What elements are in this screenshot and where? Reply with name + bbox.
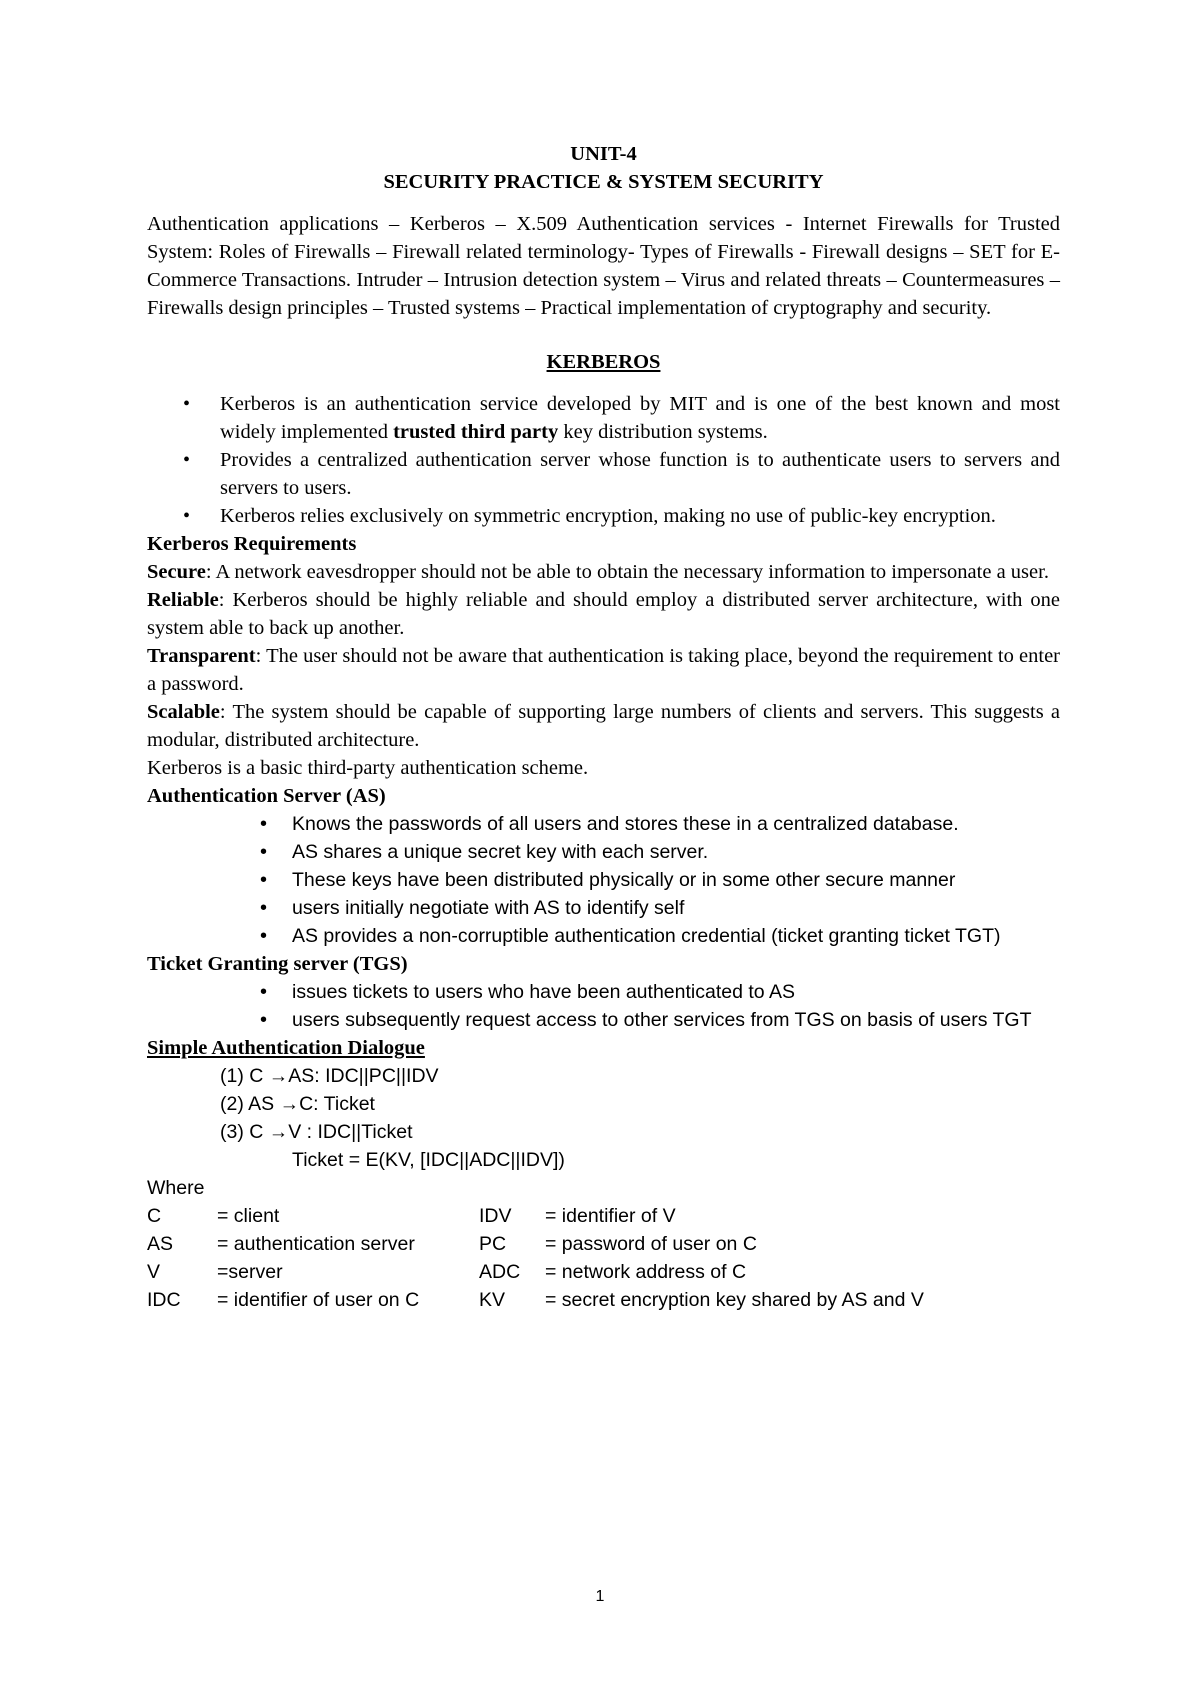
table-row	[147, 1258, 924, 1286]
definition-cell: = identifier of user on C	[217, 1289, 420, 1311]
table-row	[147, 1230, 924, 1258]
dialogue-heading: Simple Authentication Dialogue	[147, 1037, 425, 1059]
list-item: • AS provides a non-corruptible authentication credential (ticket granting ticket TGT)	[147, 922, 1060, 950]
symbol-cell: IDC	[147, 1289, 181, 1311]
symbol-cell: ADC	[479, 1261, 521, 1283]
table-row	[147, 1202, 924, 1230]
list-item: • users subsequently request access to other services from TGS on basis of users TGT	[147, 1006, 1060, 1034]
requirements-heading: Kerberos Requirements	[147, 533, 357, 555]
dialogue-step-2: (2) AS →C: Ticket	[220, 1093, 375, 1115]
symbol-cell: AS	[147, 1233, 174, 1255]
page-content	[147, 140, 1060, 1314]
requirement-scalable: Scalable: The system should be capable of supporting large numbers of clients and servers. This suggests a modular, distributed architecture.	[147, 701, 1060, 751]
table-row	[147, 1286, 924, 1314]
unit-label: UNIT-4	[570, 143, 637, 165]
requirement-reliable: Reliable: Kerberos should be highly reliable and should employ a distributed server architecture, with one system able to back up another.	[147, 589, 1060, 639]
requirement-transparent: Transparent: The user should not be aware that authentication is taking place, beyond the requirement to enter a password.	[147, 645, 1060, 695]
list-item: • These keys have been distributed physically or in some other secure manner	[147, 866, 1060, 894]
list-item: • Knows the passwords of all users and stores these in a centralized database.	[147, 810, 1060, 838]
definition-cell: = identifier of V	[545, 1205, 676, 1227]
where-label: Where	[147, 1177, 205, 1199]
definition-cell: = authentication server	[217, 1233, 415, 1255]
symbol-cell: PC	[479, 1233, 507, 1255]
list-item: • users initially negotiate with AS to identify self	[147, 894, 1060, 922]
dialogue-step-3: (3) C →V : IDC||Ticket	[220, 1121, 413, 1143]
symbol-cell: C	[147, 1205, 162, 1227]
as-heading: Authentication Server (AS)	[147, 785, 386, 807]
as-bullets	[147, 810, 1060, 950]
definitions-table	[147, 1202, 924, 1314]
definition-cell: = secret encryption key shared by AS and V	[545, 1289, 924, 1311]
definition-cell: = client	[217, 1205, 280, 1227]
page-title: SECURITY PRACTICE & SYSTEM SECURITY	[383, 171, 824, 193]
list-item: • Kerberos is an authentication service developed by MIT and is one of the best known and most widely implemented trusted third party key distribution systems.	[147, 390, 1060, 446]
definition-cell: = password of user on C	[545, 1233, 757, 1255]
dialogue-step-1: (1) C →AS: IDC||PC||IDV	[220, 1065, 439, 1087]
requirement-secure: Secure: A network eavesdropper should not be able to obtain the necessary information to impersonate a user.	[147, 561, 1049, 583]
symbol-cell: V	[147, 1261, 161, 1283]
tgs-bullets	[147, 978, 1060, 1034]
symbol-cell: KV	[479, 1289, 506, 1311]
list-item: • AS shares a unique secret key with each server.	[147, 838, 1060, 866]
kerberos-bullets	[147, 390, 1060, 530]
definition-cell: = network address of C	[545, 1261, 747, 1283]
page-number: 1	[595, 1588, 605, 1605]
tgs-heading: Ticket Granting server (TGS)	[147, 953, 408, 975]
requirements-summary: Kerberos is a basic third-party authentication scheme.	[147, 757, 589, 779]
list-item: • Provides a centralized authentication server whose function is to authenticate users to servers and servers to users.	[147, 446, 1060, 502]
symbol-cell: IDV	[479, 1205, 512, 1227]
ticket-formula: Ticket = E(KV, [IDC||ADC||IDV])	[292, 1149, 565, 1171]
syllabus-paragraph: Authentication applications – Kerberos – X.509 Authentication services - Internet Firewalls for Trusted System: Roles of Firewalls – Firewall related terminology- Types of Firewalls - Firewall designs – SET for E-Commerce Transactions. Intruder – Intrusion detection system – Virus and related threats – Countermeasures – Firewalls design principles – Trusted systems – Practical implementation of cryptography and security.	[147, 213, 1060, 319]
list-item: • Kerberos relies exclusively on symmetric encryption, making no use of public-key encryption.	[147, 502, 1060, 530]
list-item: • issues tickets to users who have been authenticated to AS	[147, 978, 1060, 1006]
kerberos-heading: KERBEROS	[546, 351, 661, 373]
definition-cell: =server	[217, 1261, 283, 1283]
